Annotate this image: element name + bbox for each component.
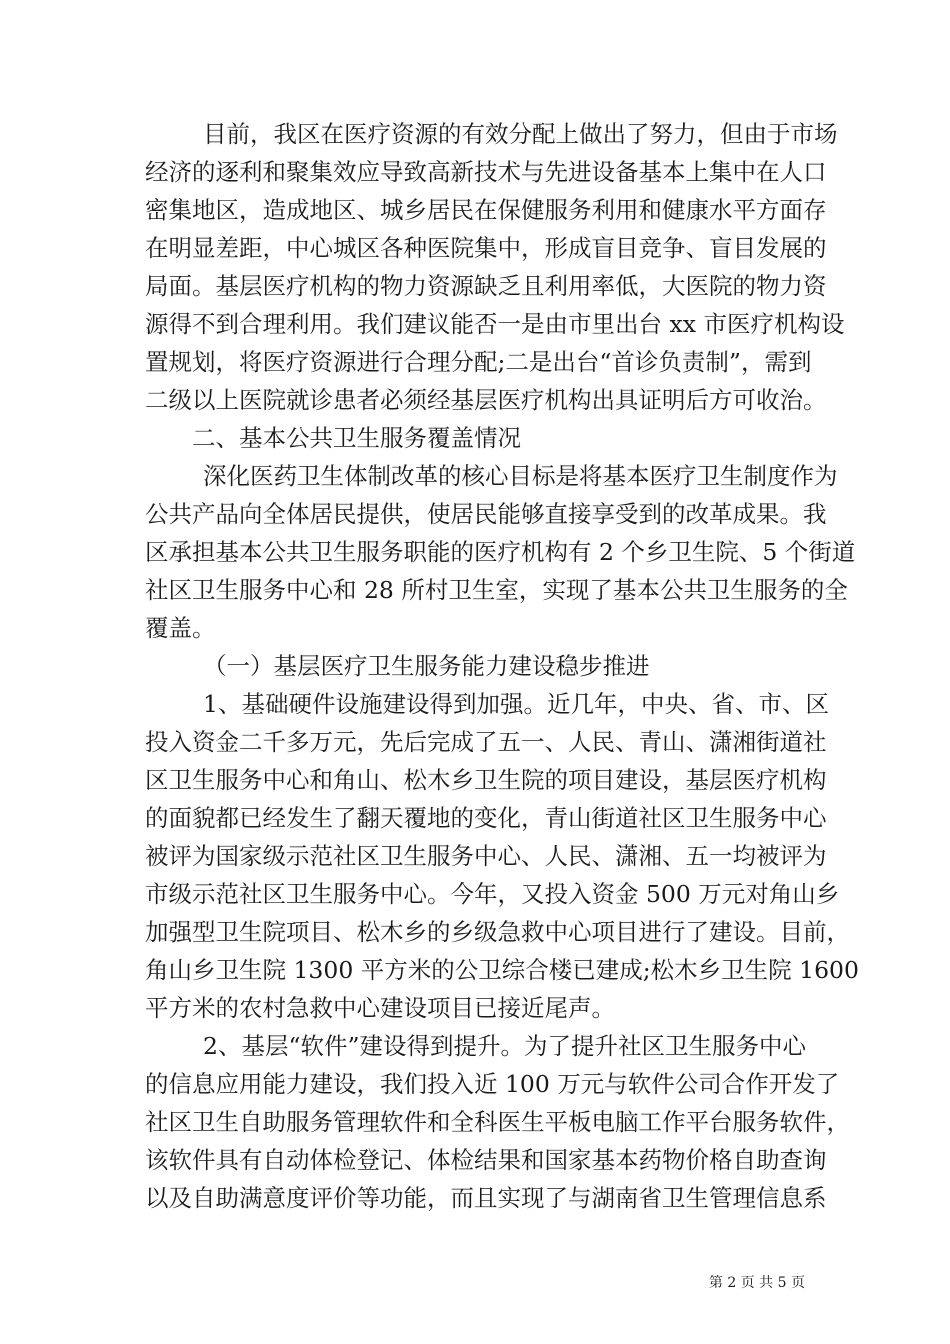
paragraph-line: 的信息应用能力建设，我们投入近 100 万元与软件公司合作开发了: [145, 1070, 840, 1098]
paragraph-line: 在明显差距，中心城区各种医院集中，形成盲目竞争、盲目发展的: [145, 234, 827, 262]
paragraph-line: 1、基础硬件设施建设得到加强。近几年，中央、省、市、区: [203, 690, 829, 718]
section-heading: 二、基本公共卫生服务覆盖情况: [192, 424, 521, 452]
paragraph-line: 经济的逐利和聚集效应导致高新技术与先进设备基本上集中在人口: [145, 158, 827, 186]
paragraph-line: 被评为国家级示范社区卫生服务中心、人民、潇湘、五一均被评为: [145, 842, 827, 870]
paragraph-line: 该软件具有自动体检登记、体检结果和国家基本药物价格自助查询: [145, 1146, 827, 1174]
paragraph-line: 局面。基层医疗机构的物力资源缺乏且利用率低，大医院的物力资: [145, 272, 827, 300]
page-footer: 第 2 页 共 5 页: [708, 1275, 805, 1291]
paragraph-line: 市级示范社区卫生服务中心。今年，又投入资金 500 万元对角山乡: [145, 880, 840, 908]
paragraph-line: 角山乡卫生院 1300 平方米的公卫综合楼已建成;松木乡卫生院 1600: [145, 956, 859, 984]
paragraph-line: 以及自助满意度评价等功能，而且实现了与湖南省卫生管理信息系: [145, 1184, 827, 1212]
paragraph-line: 二级以上医院就诊患者必须经基层医疗机构出具证明后方可收治。: [145, 386, 827, 414]
paragraph-line: 密集地区，造成地区、城乡居民在保健服务利用和健康水平方面存: [145, 196, 827, 224]
paragraph-line: 源得不到合理利用。我们建议能否一是由市里出台 xx 市医疗机构设: [145, 310, 845, 338]
paragraph-line: 社区卫生服务中心和 28 所村卫生室，实现了基本公共卫生服务的全: [145, 576, 848, 604]
paragraph-line: 社区卫生自助服务管理软件和全科医生平板电脑工作平台服务软件，: [145, 1108, 850, 1136]
paragraph-line: 投入资金二千多万元，先后完成了五一、人民、青山、潇湘街道社: [145, 728, 827, 756]
paragraph-line: 目前，我区在医疗资源的有效分配上做出了努力，但由于市场: [203, 120, 838, 148]
paragraph-line: 区卫生服务中心和角山、松木乡卫生院的项目建设，基层医疗机构: [145, 766, 827, 794]
paragraph-line: 深化医药卫生体制改革的核心目标是将基本医疗卫生制度作为: [203, 462, 838, 490]
paragraph-line: 公共产品向全体居民提供，使居民能够直接享受到的改革成果。我: [145, 500, 827, 528]
paragraph-line: 平方米的农村急救中心建设项目已接近尾声。: [145, 994, 615, 1022]
paragraph-line: 加强型卫生院项目、松木乡的乡级急救中心项目进行了建设。目前，: [145, 918, 850, 946]
paragraph-line: 置规划，将医疗资源进行合理分配;二是出台“首诊负责制”，需到: [145, 348, 812, 376]
paragraph-line: 区承担基本公共卫生服务职能的医疗机构有 2 个乡卫生院、5 个街道: [145, 538, 856, 566]
paragraph-line: 覆盖。: [145, 614, 216, 642]
paragraph-line: 的面貌都已经发生了翻天覆地的变化，青山街道社区卫生服务中心: [145, 804, 827, 832]
subsection-heading: （一）基层医疗卫生服务能力建设稳步推进: [203, 652, 650, 680]
paragraph-line: 2、基层“软件”建设得到提升。为了提升社区卫生服务中心: [203, 1032, 806, 1060]
